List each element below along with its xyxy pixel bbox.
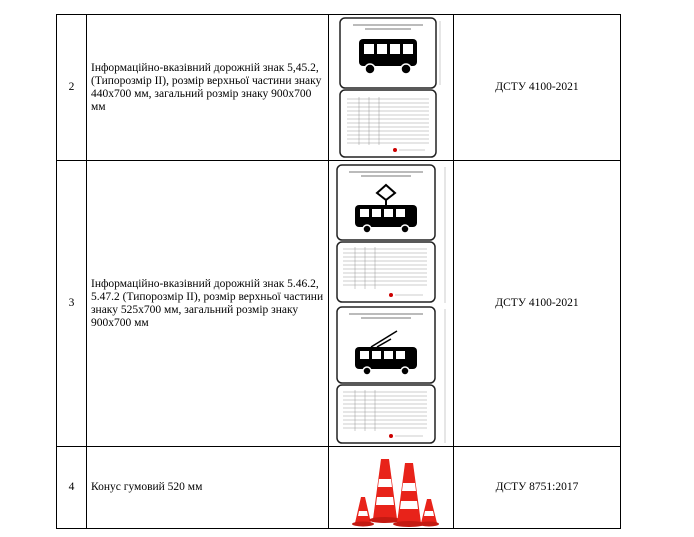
row-number: 4 [57, 447, 87, 529]
bus-sign-icon [339, 17, 443, 159]
table-row [57, 161, 621, 447]
tram-and-trolleybus-sign-icon [331, 163, 451, 445]
specification-table [56, 14, 621, 529]
row-number: 2 [57, 15, 87, 161]
row-standard: ДСТУ 4100-2021 [454, 161, 621, 447]
table-row [57, 15, 621, 161]
row-description: Інформаційно-вказівний дорожній знак 5,45.2, (Типорозмір ІІ), розмір верхньої частини знаку 440х700 мм, загальний розмір знаку 900х700 мм [87, 15, 329, 161]
row-standard: ДСТУ 4100-2021 [454, 15, 621, 161]
row-standard: ДСТУ 8751:2017 [454, 447, 621, 529]
row-image [329, 161, 454, 447]
row-description: Конус гумовий 520 мм [87, 447, 329, 529]
row-image [329, 15, 454, 161]
traffic-cones-icon [341, 453, 441, 527]
row-description: Інформаційно-вказівний дорожній знак 5.46.2, 5.47.2 (Типорозмір ІІ), розмір верхньої частини знаку 525х700 мм, загальний розмір знаку 900х700 мм [87, 161, 329, 447]
row-number: 3 [57, 161, 87, 447]
row-image [329, 447, 454, 529]
table-row [57, 447, 621, 529]
